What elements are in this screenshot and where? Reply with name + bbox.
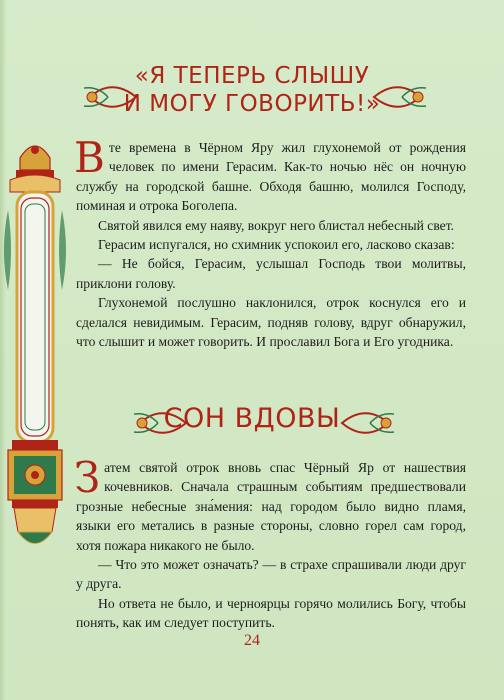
paragraph: Герасим испугался, но схимник успокоил его, ласково сказав: [98, 237, 455, 253]
paragraph: Святой явился ему наяву, вокруг него блистал небесный свет. [98, 217, 455, 233]
paragraph: — Что это может означать? — в страхе спрашивали люди друг у друга. [76, 557, 466, 592]
page-number: 24 [244, 632, 260, 649]
section-2-text [74, 453, 466, 633]
paragraph: Но ответа не было, и черноярцы горячо молились Богу, чтобы понять, как им следует поступить. [76, 595, 466, 631]
paragraph: Вте времена в Чёрном Яру жил глухонемой от рождения человек по имени Герасим. Как-то ночью нёс он ночную службу на городской башне. Обходя башню, молился Господу, поминая и отрока Боголепа. [74, 133, 466, 214]
ornamental-side-frame [0, 140, 70, 560]
chapter-title-line-2: И МОГУ ГОВОРИТЬ!» [123, 91, 381, 117]
paragraph: Затем святой отрок вновь спас Чёрный Яр от нашествия кочевников. Сначала страшным событиям предшествовали грозные небесные зна́мения: над городом было видно пламя, языки его метались в разные стороны, словно горел сам город, хотя пожара никакого не было. [74, 453, 466, 553]
section-1-text [74, 133, 466, 351]
paragraph: Глухонемой послушно наклонился, отрок коснулся его и сделался невидимым. Герасим, подняв голову, вдруг обнаружил, что слышит и может говорить. И прославил Бога и Его угодника. [76, 295, 466, 350]
paragraph: — Не бойся, Герасим, услышал Господь твои молитвы, приклони голову. [76, 256, 466, 291]
chapter-title-line-1: «Я ТЕПЕРЬ СЛЫШУ [134, 63, 370, 89]
section-title: СОН ВДОВЫ [163, 403, 341, 434]
drop-cap: В [74, 133, 105, 182]
drop-cap: З [74, 453, 101, 502]
